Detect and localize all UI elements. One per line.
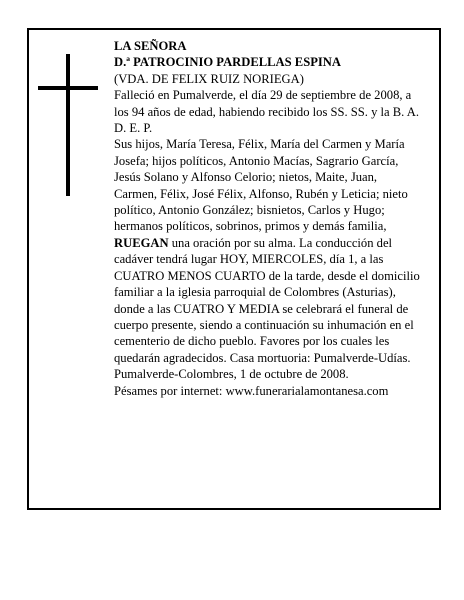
- request-paragraph: [114, 235, 420, 366]
- widow-of: (VDA. DE FELIX RUIZ NORIEGA): [114, 71, 304, 86]
- deceased-name: D.ª PATROCINIO PARDELLAS ESPINA: [114, 55, 341, 70]
- request-body: una oración por su alma. La conducción del cadáver tendrá lugar HOY, MIERCOLES, día 1, a las CUATRO MENOS CUARTO de la tarde, desde el domicilio familiar a la iglesia parroquial de Colombres (Asturias), donde a las CUATRO Y MEDIA se celebrará el funeral de cuerpo presente, siendo a continuación su inhumación en el cementerio de dicho pueblo. Favores por los cuales les quedarán agradecidos. Casa mortuoria: Pumalverde-Udías.: [114, 235, 420, 365]
- heading-title: LA SEÑORA: [114, 39, 187, 53]
- condolences: Pésames por internet: www.funerarialamontanesa.com: [114, 383, 389, 398]
- obituary-text: [114, 38, 420, 399]
- death-notice: Falleció en Pumalverde, el día 29 de septiembre de 2008, a los 94 años de edad, habiendo recibido los SS. SS. y la B. A.: [114, 88, 420, 119]
- cross-icon-bar: [38, 86, 98, 90]
- request-lead: RUEGAN: [114, 235, 169, 250]
- rip: D. E. P.: [114, 121, 153, 136]
- place-date: Pumalverde-Colombres, 1 de octubre de 2008.: [114, 367, 349, 382]
- cross-icon: [66, 54, 70, 196]
- family-list: Sus hijos, María Teresa, Félix, María del Carmen y María Josefa; hijos políticos, Antonio Macías, Sagrario García, Jesús Solano y Alfonso Celorio; nietos, Maite, Juan, Carmen, Félix, José Félix, Alfonso, Rubén y Leticia; nieto político, Antonio González; bisnietos, Carlos y Hugo; hermanos políticos, sobrinos, primos y demás familia,: [114, 137, 408, 234]
